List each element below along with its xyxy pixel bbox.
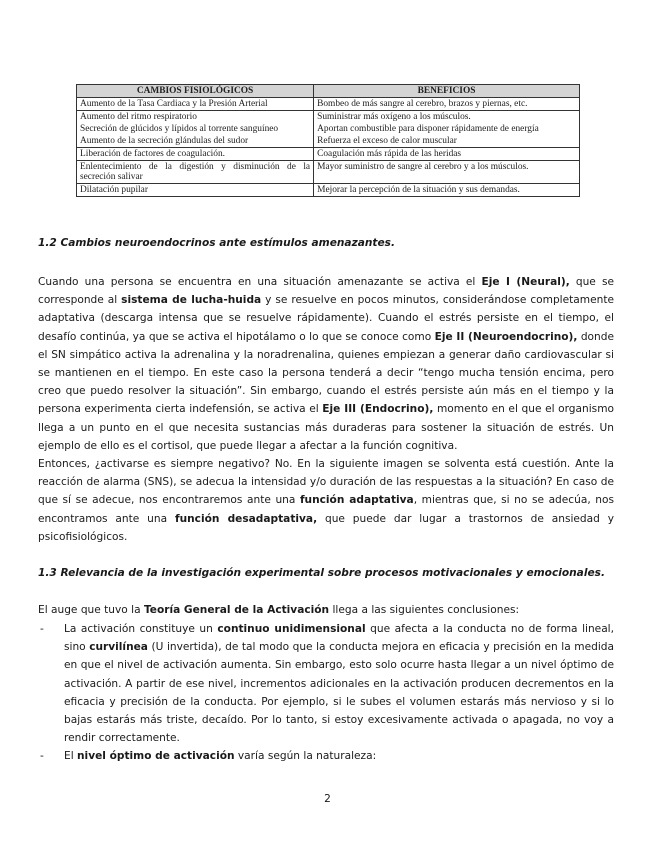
conclusions-list xyxy=(38,620,614,766)
table-cell: Refuerza el exceso de calor muscular xyxy=(314,135,580,148)
table-row xyxy=(77,111,580,124)
table-cell: Aportan combustible para disponer rápidamente de energía xyxy=(314,123,580,135)
table-cell: Aumento de la Tasa Cardiaca y la Presión Arterial xyxy=(77,98,314,111)
list-item: - El nivel óptimo de activación varía según la naturaleza: xyxy=(38,747,614,765)
table-header-changes: CAMBIOS FISIOLÓGICOS xyxy=(77,85,314,98)
list-dash: - xyxy=(40,623,44,635)
table-cell: Dilatación pupilar xyxy=(77,184,314,197)
table-row xyxy=(77,135,580,148)
physiological-changes-table xyxy=(76,84,580,197)
paragraph-adaptive-function: Entonces, ¿activarse es siempre negativo? No. En la siguiente imagen se solventa está cuestión. Ante la reacción de alarma (SNS), se adecua la intensidad y/o duración de las respuestas a la situación? En caso de que sí se adecue, nos encontraremos ante una función adaptativa, mientras que, si no se adecúa, nos encontramos ante una función desadaptativa, que puede dar lugar a trastornos de ansiedad y psicofisiológicos. xyxy=(38,458,614,543)
table-cell: Mayor suministro de sangre al cerebro y a los músculos. xyxy=(314,161,580,184)
table-row xyxy=(77,123,580,135)
section-heading-1-2: 1.2 Cambios neuroendocrinos ante estímulos amenazantes. xyxy=(38,237,396,249)
page-number: 2 xyxy=(324,793,331,805)
list-item: - La activación constituye un continuo unidimensional que afecta a la conducta no de forma lineal, sino curvilínea (U invertida), de tal modo que la conducta mejora en eficacia y precisión en la medida en que el nivel de activación aumenta. Sin embargo, esto solo ocurre hasta llegar a un nivel óptimo de activación. A partir de ese nivel, incrementos adicionales en la activación producen decrementos en la eficacia y precisión de la conducta. Por ejemplo, si le subes el volumen estarás más nervioso y si lo bajas estarás más triste, decaído. Por lo tanto, si estoy excesivamente activada o apagada, no voy a rendir correctamente. xyxy=(38,620,614,747)
table-header-row xyxy=(77,85,580,98)
table-cell: Suministrar más oxígeno a los músculos. xyxy=(314,111,580,124)
table-row xyxy=(77,161,580,184)
table-row xyxy=(77,184,580,197)
list-dash: - xyxy=(40,750,44,763)
table-cell: Coagulación más rápida de las heridas xyxy=(314,148,580,161)
table-cell: Aumento del ritmo respiratorio xyxy=(77,111,314,124)
paragraph-activation-theory-intro: El auge que tuvo la Teoría General de la Activación llega a las siguientes conclusiones: xyxy=(38,604,520,616)
table-cell: Liberación de factores de coagulación. xyxy=(77,148,314,161)
section-heading-1-3: 1.3 Relevancia de la investigación experimental sobre procesos motivacionales y emocionales. xyxy=(38,567,605,579)
table-cell: Aumento de la secreción glándulas del sudor xyxy=(77,135,314,148)
paragraph-neuroendocrine-axes: Cuando una persona se encuentra en una situación amenazante se activa el Eje I (Neural), que se corresponde al sistema de lucha-huida y se resuelve en pocos minutos, considerándose completamente adaptativa (descarga intensa que se resuelve rápidamente). Cuando el estrés persiste en el tiempo, el desafío continúa, ya que se activa el hipotálamo o lo que se conoce como Eje II (Neuroendocrino), donde el SN simpático activa la adrenalina y la noradrenalina, quienes empiezan a generar daño cardiovascular si se mantienen en el tiempo. En este caso la persona tenderá a decir “tengo mucha tensión encima, pero creo que puedo resolver la situación”. Sin embargo, cuando el estrés persiste aún más en el tiempo y la persona experimenta cierta indefensión, se activa el Eje III (Endocrino), momento en el que el organismo llega a un punto en el que necesita sustancias más duraderas para sostener la situación de estrés. Un ejemplo de ello es el cortisol, que puede llegar a afectar a la función cognitiva. xyxy=(38,276,615,452)
table-header-benefits: BENEFICIOS xyxy=(314,85,580,98)
table-cell: Secreción de glúcidos y lípidos al torrente sanguíneo xyxy=(77,123,314,135)
table-row xyxy=(77,148,580,161)
table-cell: Bombeo de más sangre al cerebro, brazos y piernas, etc. xyxy=(314,98,580,111)
table-cell: Enlentecimiento de la digestión y disminución de la secreción salivar xyxy=(77,161,314,184)
table-row xyxy=(77,98,580,111)
table-cell: Mejorar la percepción de la situación y sus demandas. xyxy=(314,184,580,197)
